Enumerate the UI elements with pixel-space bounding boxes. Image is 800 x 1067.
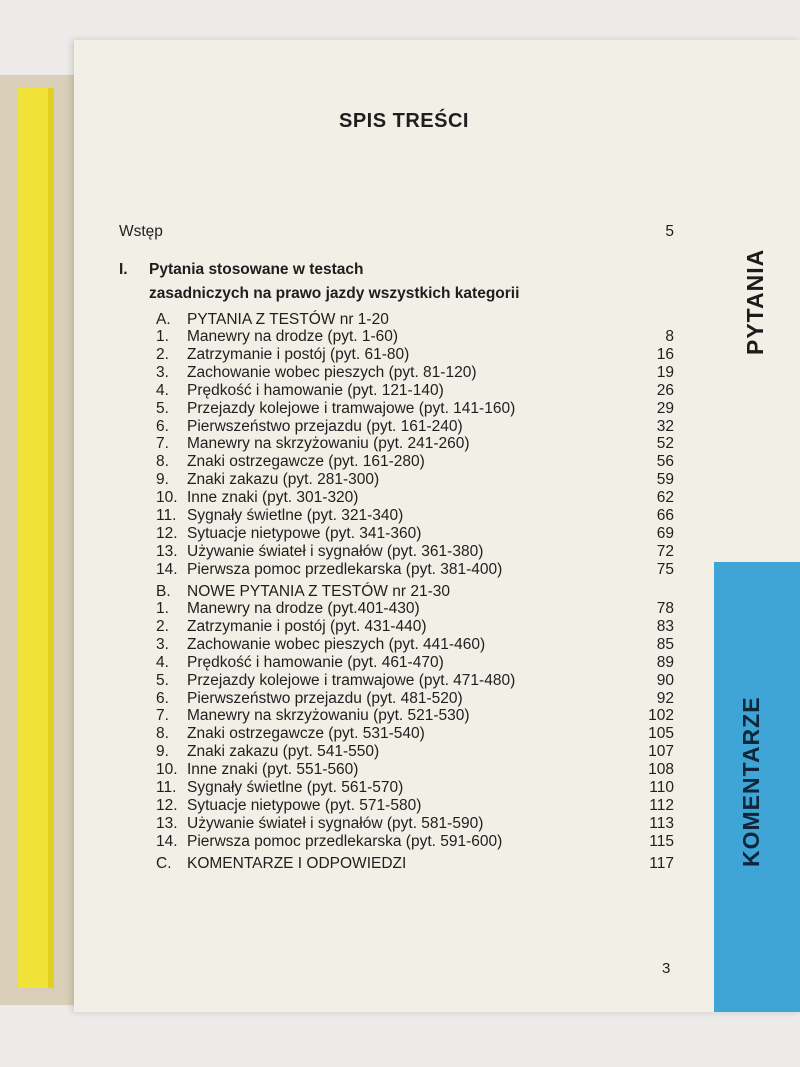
toc-item-label: Inne znaki (pyt. 551-560) [187,761,359,779]
toc-item-label: Znaki ostrzegawcze (pyt. 531-540) [187,725,425,743]
toc-item-page: 83 [656,617,674,635]
part-b-title: NOWE PYTANIA Z TESTÓW nr 21-30 [187,583,450,600]
toc-row [74,833,674,853]
toc-item-number: 3. [156,635,169,653]
toc-intro-label: Wstęp [119,223,163,240]
toc-item-page: 56 [656,453,674,471]
toc-item-label: Manewry na skrzyżowaniu (pyt. 241-260) [187,435,470,453]
toc-item-label: Manewry na skrzyżowaniu (pyt. 521-530) [187,707,470,725]
toc-item-page: 89 [656,653,674,671]
toc-item-number: 13. [156,814,178,832]
toc-item-page: 16 [656,345,674,363]
toc-item-page: 19 [656,363,674,381]
toc-item-page: 75 [656,560,674,578]
tab-pytania-label: PYTANIA [742,248,768,355]
toc-item-label: Używanie świateł i sygnałów (pyt. 361-380) [187,542,484,560]
toc-item-number: 12. [156,524,178,542]
toc-item-number: 12. [156,796,178,814]
toc-item-label: Manewry na drodze (pyt. 1-60) [187,328,399,345]
toc-item-number: 1. [156,328,169,345]
toc-item-number: 9. [156,743,169,761]
toc-item-label: Pierwszeństwo przejazdu (pyt. 161-240) [187,417,463,435]
toc-item-page: 32 [656,417,674,435]
toc-item-number: 3. [156,363,169,381]
toc-item-page: 78 [656,600,674,617]
part-b-letter: B. [156,583,171,600]
toc-item-number: 2. [156,617,169,635]
toc-item-number: 10. [156,489,178,507]
toc-item-number: 9. [156,471,169,489]
toc-item-page: 113 [649,814,674,832]
toc-item-number: 1. [156,600,169,617]
toc-item-number: 5. [156,671,169,689]
toc-item-number: 5. [156,399,169,417]
toc-item-page: 108 [648,761,674,779]
tab-pytania [714,190,800,355]
toc-item-label: Zachowanie wobec pieszych (pyt. 81-120) [187,363,477,381]
toc-item-page: 59 [656,471,674,489]
toc-item-number: 4. [156,381,169,399]
toc-item-label: Sygnały świetlne (pyt. 321-340) [187,507,404,524]
toc-item-label: Pierwszeństwo przejazdu (pyt. 481-520) [187,689,463,707]
toc-item-label: Zachowanie wobec pieszych (pyt. 441-460) [187,635,486,653]
toc-item-number: 4. [156,653,169,671]
page-title: SPIS TREŚCI [339,110,469,132]
toc-row [74,561,674,581]
toc-item-number: 13. [156,542,178,560]
toc-item-page: 66 [656,507,674,524]
toc-item-page: 90 [656,671,674,689]
toc-item-number: 8. [156,725,169,743]
toc-item-page: 107 [648,743,674,761]
toc-item-page: 29 [656,399,674,417]
toc-item-label: Pierwsza pomoc przedlekarska (pyt. 591-600) [187,832,503,850]
toc-item-number: 11. [156,507,177,524]
tab-komentarze [714,562,800,1012]
toc-item-page: 85 [656,635,674,653]
toc-item-number: 7. [156,707,169,725]
toc-item-page: 69 [656,524,674,542]
toc-item-number: 10. [156,761,178,779]
toc-item-number: 11. [156,779,177,796]
toc-item-number: 2. [156,345,169,363]
toc-item-page: 92 [656,689,674,707]
toc-item-number: 14. [156,560,178,578]
toc-item-page: 102 [648,707,674,725]
toc-item-label: Inne znaki (pyt. 301-320) [187,489,359,507]
section-title-line2: zasadniczych na prawo jazdy wszystkich kategorii [149,285,520,302]
toc-item-page: 105 [648,725,674,743]
toc-item-label: Manewry na drodze (pyt.401-430) [187,600,420,617]
toc-item-page: 115 [649,832,674,850]
toc-item-label: Znaki zakazu (pyt. 541-550) [187,743,380,761]
toc-item-label: Przejazdy kolejowe i tramwajowe (pyt. 471-480) [187,671,516,689]
part-c-title: KOMENTARZE I ODPOWIEDZI [187,855,407,872]
toc-item-page: 62 [656,489,674,507]
toc-item-number: 14. [156,832,178,850]
toc-item-page: 112 [649,796,674,814]
toc-item-label: Sytuacje nietypowe (pyt. 341-360) [187,524,422,542]
toc-item-number: 7. [156,435,169,453]
part-a-title: PYTANIA Z TESTÓW nr 1-20 [187,311,389,328]
toc-item-number: 8. [156,453,169,471]
toc-item-page: 26 [656,381,674,399]
part-c-page: 117 [649,855,674,872]
toc-item-page: 52 [656,435,674,453]
toc-item-label: Zatrzymanie i postój (pyt. 61-80) [187,345,410,363]
toc-item-page: 72 [656,542,674,560]
toc-item-label: Zatrzymanie i postój (pyt. 431-440) [187,617,427,635]
toc-item-label: Używanie świateł i sygnałów (pyt. 581-590) [187,814,484,832]
part-c-heading [74,855,674,875]
section-number: I. [119,261,128,278]
toc-intro-page: 5 [665,223,674,240]
book-page [74,40,800,1012]
toc-item-label: Sytuacje nietypowe (pyt. 571-580) [187,796,422,814]
tab-komentarze-label: KOMENTARZE [738,696,764,867]
part-c-letter: C. [156,855,172,872]
toc-item-label: Przejazdy kolejowe i tramwajowe (pyt. 141-160) [187,399,516,417]
toc-item-number: 6. [156,689,169,707]
section-title-line1: Pytania stosowane w testach [149,261,364,278]
part-a-letter: A. [156,311,171,328]
toc-item-label: Prędkość i hamowanie (pyt. 461-470) [187,653,444,671]
right-margin [714,40,800,1012]
toc-item-label: Pierwsza pomoc przedlekarska (pyt. 381-400) [187,560,503,578]
toc-item-page: 110 [649,779,674,796]
toc-item-label: Sygnały świetlne (pyt. 561-570) [187,779,404,796]
toc-item-page: 8 [665,328,674,345]
page-number: 3 [662,960,671,977]
toc-item-label: Znaki zakazu (pyt. 281-300) [187,471,380,489]
toc-item-label: Prędkość i hamowanie (pyt. 121-140) [187,381,444,399]
yellow-page-edges [18,88,54,988]
toc-item-number: 6. [156,417,169,435]
toc-item-label: Znaki ostrzegawcze (pyt. 161-280) [187,453,425,471]
toc-intro-row [74,223,674,243]
